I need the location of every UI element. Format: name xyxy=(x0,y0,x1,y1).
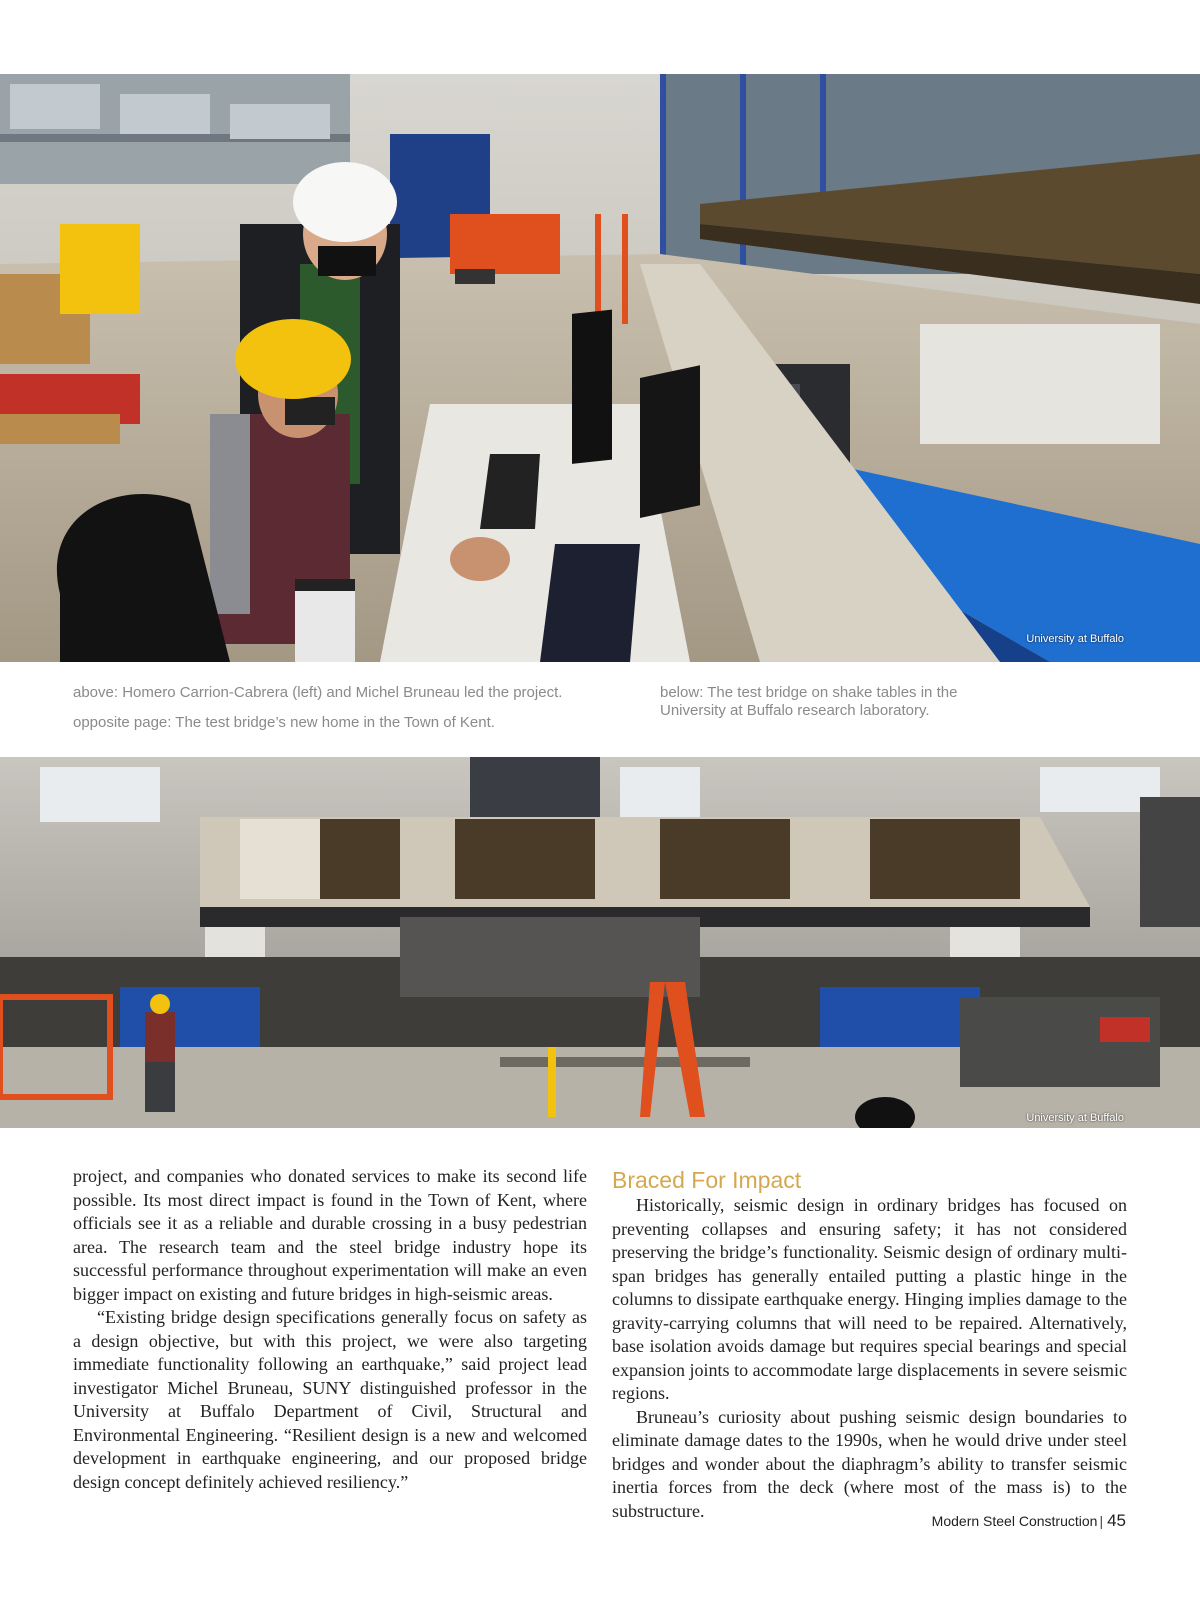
section-heading: Braced For Impact xyxy=(612,1167,802,1193)
lab-workstation-photo xyxy=(0,74,1200,662)
body-column-right xyxy=(612,1167,1127,1523)
body-paragraph: Historically, seismic design in ordinary bridges has focused on preventing collapses and ensuring safety; it has not considered preserving the bridge’s functionality. Seismic design of ordinary multi-span bridges has generally entailed putting a plastic hinge in the columns to dissipate earthquake energy. Hinging implies damage to the gravity-carrying columns that will need to be repaired. Alternatively, base isolation avoids damage but requires special bearings and special expansion joints to accommodate large displacements in severe seismic regions. xyxy=(612,1195,1127,1403)
body-paragraph: “Existing bridge design specifications generally focus on safety as a design objective, but with this project, we were also targeting immediate functionality following an earthquake,” said project lead investigator Michel Bruneau, SUNY distinguished professor in the University at Buffalo Department of Civil, Structural and Environmental Engineering. “Resilient design is a new and welcomed development in earthquake engineering, and our proposed bridge design concept definitely achieved resiliency.” xyxy=(73,1307,587,1492)
photo-credit: University at Buffalo xyxy=(1026,633,1124,645)
footer-separator: | xyxy=(1099,1513,1104,1529)
caption-below: below: The test bridge on shake tables in the University at Buffalo research laboratory. xyxy=(660,684,958,719)
page-number: 45 xyxy=(1107,1511,1126,1530)
body-column-left xyxy=(73,1165,587,1494)
photo-credit: University at Buffalo xyxy=(1026,1112,1124,1124)
caption-above: above: Homero Carrion-Cabrera (left) and Michel Bruneau led the project. xyxy=(73,684,563,701)
page-footer xyxy=(932,1511,1126,1531)
caption-opposite-page: opposite page: The test bridge’s new home in the Town of Kent. xyxy=(73,714,495,731)
publication-name: Modern Steel Construction xyxy=(931,1513,1098,1529)
body-paragraph: project, and companies who donated services to make its second life possible. Its most direct impact is found in the Town of Kent, where officials see it as a reliable and durable crossing in a busy pedestrian area. The research team and the steel bridge industry hope its successful performance throughout experimentation will make an even bigger impact on existing and future bridges in high-seismic areas. xyxy=(73,1166,587,1304)
shake-table-bridge-photo xyxy=(0,757,1200,1128)
body-paragraph: Bruneau’s curiosity about pushing seismic design boundaries to eliminate damage dates to the 1990s, when he would drive under steel bridges and wonder about the diaphragm’s ability to transfer seismic inertia forces from the deck (where most of the mass is) to the substructure. xyxy=(612,1406,1127,1521)
